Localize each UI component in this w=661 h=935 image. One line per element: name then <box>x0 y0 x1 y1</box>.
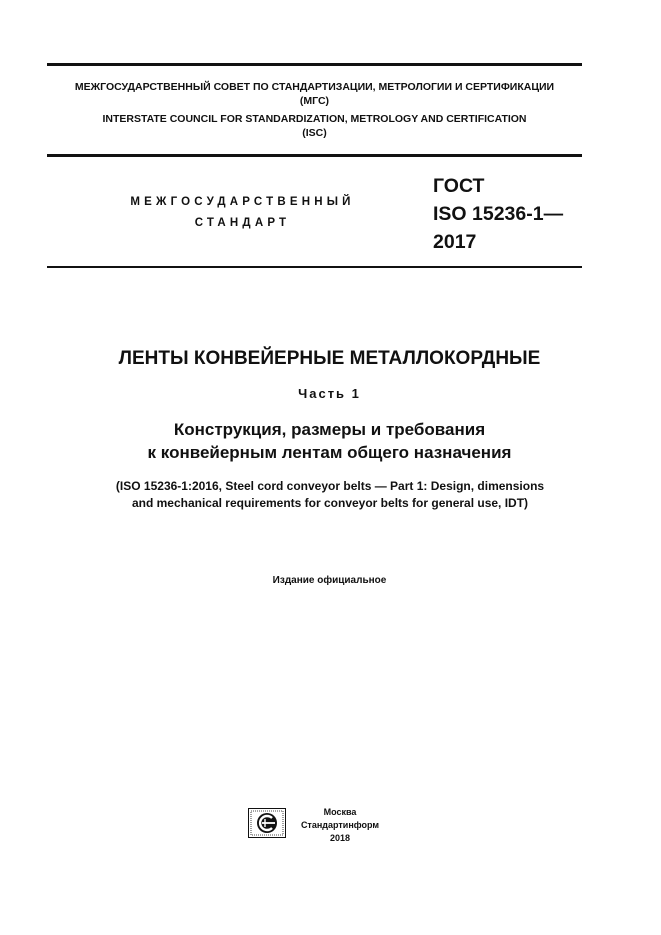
designation-line2: ISO 15236-1— <box>433 203 564 225</box>
part-number: Часть 1 <box>298 386 361 401</box>
iso-reference <box>40 478 620 511</box>
publisher-name: Стандартинформ <box>300 820 380 830</box>
subtitle-line1: Конструкция, размеры и требования <box>173 420 486 439</box>
publication-year: 2018 <box>329 833 351 843</box>
bottom-rule <box>47 266 582 268</box>
council-en-line1: INTERSTATE COUNCIL FOR STANDARDIZATION, METROLOGY AND CERTIFICATION <box>102 113 527 125</box>
council-name-en <box>47 112 582 140</box>
document-title: ЛЕНТЫ КОНВЕЙЕРНЫЕ МЕТАЛЛОКОРДНЫЕ <box>118 348 541 369</box>
middle-rule <box>47 154 582 157</box>
council-name-ru <box>47 80 582 108</box>
publisher-city: Москва <box>323 807 357 817</box>
document-subtitle <box>47 418 612 464</box>
standard-type-line2: СТАНДАРТ <box>194 217 291 229</box>
subtitle-line2: к конвейерным лентам общего назначения <box>147 443 512 462</box>
designation-line3: 2017 <box>433 231 477 253</box>
edition-note: Издание официальное <box>272 575 387 586</box>
top-rule <box>47 63 582 66</box>
publisher-block <box>290 806 390 845</box>
council-ru-line1: МЕЖГОСУДАРСТВЕННЫЙ СОВЕТ ПО СТАНДАРТИЗАЦИИ, МЕТРОЛОГИИ И СЕРТИФИКАЦИИ <box>74 81 555 93</box>
council-ru-abbr: (МГС) <box>299 95 330 107</box>
standard-designation <box>433 172 583 256</box>
council-en-abbr: (ISC) <box>302 127 327 139</box>
standard-type-line1: МЕЖГОСУДАРСТВЕННЫЙ <box>130 196 355 208</box>
iso-reference-line2: and mechanical requirements for conveyor belts for general use, IDT) <box>131 495 529 510</box>
designation-line1: ГОСТ <box>433 175 485 197</box>
iso-reference-line1: (ISO 15236-1:2016, Steel cord conveyor belts — Part 1: Design, dimensions <box>115 479 545 493</box>
standartinform-logo-icon <box>248 808 286 838</box>
standard-type-label <box>80 192 405 234</box>
